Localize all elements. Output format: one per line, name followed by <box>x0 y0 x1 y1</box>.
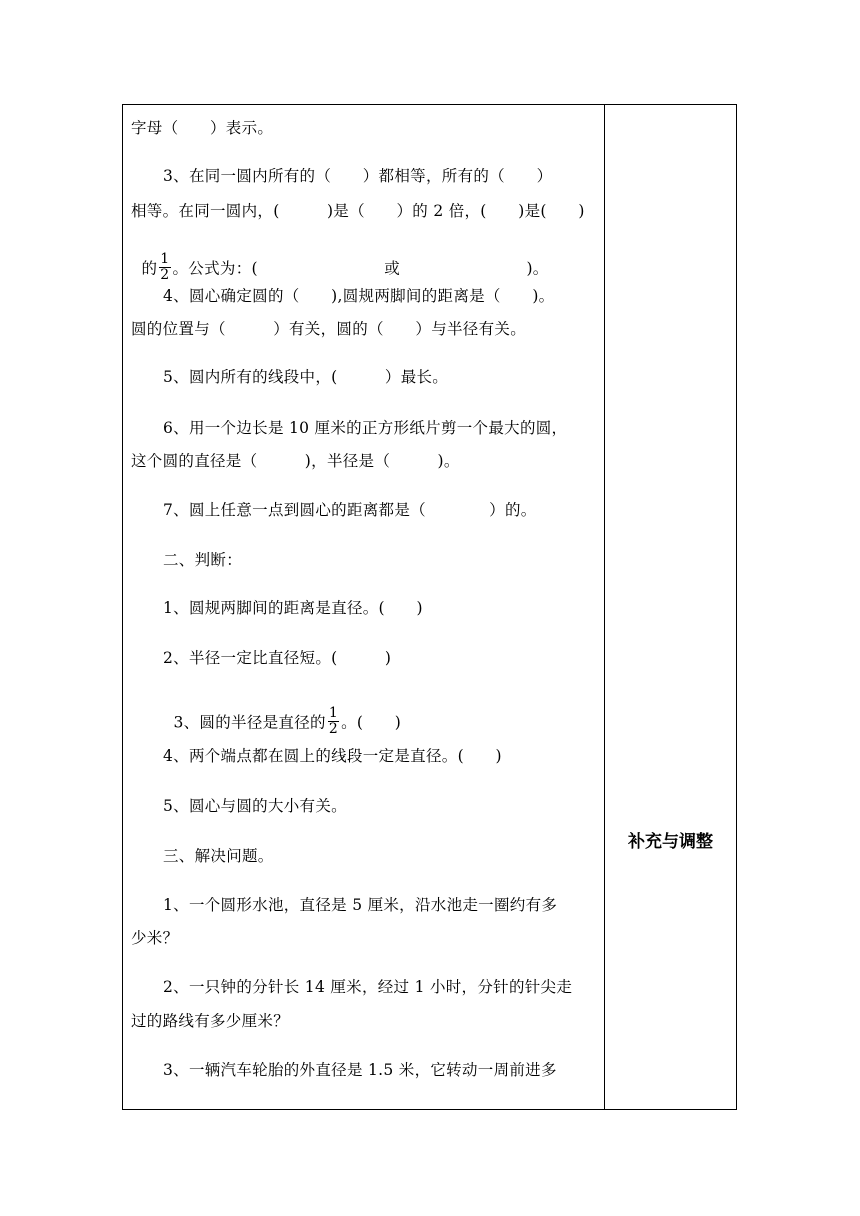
text-line-16: 5、圆心与圆的大小有关。 <box>163 797 347 815</box>
fraction-numerator: 1 <box>160 251 170 267</box>
text-line-8: 6、用一个边长是 10 厘米的正方形纸片剪一个最大的圆， <box>163 419 568 437</box>
text-line-11: 二、判断： <box>163 551 243 569</box>
text-line-4 <box>131 234 549 285</box>
text-line-3: 相等。在同一圆内，( )是（ ）的 2 倍，( )是( ) <box>131 202 585 220</box>
side-column-label: 补充与调整 <box>628 832 713 852</box>
text-line-13: 2、半径一定比直径短。( ) <box>163 649 392 667</box>
text-line-1: 字母（ ）表示。 <box>131 119 274 137</box>
text-line-19: 少米？ <box>131 929 179 947</box>
fraction-denominator: 2 <box>160 267 170 283</box>
fraction-half <box>159 252 170 283</box>
fraction-half <box>328 706 339 737</box>
text-line-15: 4、两个端点都在圆上的线段一定是直径。( ) <box>163 747 502 765</box>
text-line-17: 三、解决问题。 <box>163 847 274 865</box>
column-divider <box>604 104 605 1110</box>
text-line-10: 7、圆上任意一点到圆心的距离都是（ ）的。 <box>163 501 537 519</box>
text-line-2: 3、在同一圆内所有的（ ）都相等，所有的（ ） <box>163 167 553 185</box>
fraction-denominator: 2 <box>328 721 339 737</box>
text-line-20: 2、一只钟的分针长 14 厘米，经过 1 小时，分针的针尖走 <box>163 978 573 996</box>
text-line-5: 4、圆心确定圆的（ ),圆规两脚间的距离是（ )。 <box>163 287 555 305</box>
text-line-4-suffix: 。公式为：( 或 )。 <box>172 259 549 278</box>
fraction-numerator: 1 <box>328 705 339 721</box>
text-line-6: 圆的位置与（ ）有关，圆的（ ）与半径有关。 <box>131 320 527 338</box>
text-line-12: 1、圆规两脚间的距离是直径。( ) <box>163 599 423 617</box>
text-line-22: 3、一辆汽车轮胎的外直径是 1.5 米，它转动一周前进多 <box>163 1061 557 1079</box>
text-line-21: 过的路线有多少厘米？ <box>131 1012 290 1030</box>
text-line-14 <box>163 688 401 739</box>
text-line-4-prefix: 的 <box>141 259 158 278</box>
text-line-14-prefix: 3、圆的半径是直径的 <box>173 713 326 732</box>
text-line-7: 5、圆内所有的线段中，( ）最长。 <box>163 368 449 386</box>
text-line-18: 1、一个圆形水池，直径是 5 厘米，沿水池走一圈约有多 <box>163 896 558 914</box>
text-line-14-suffix: 。( ) <box>341 713 402 732</box>
text-line-9: 这个圆的直径是（ )，半径是（ )。 <box>131 452 460 470</box>
